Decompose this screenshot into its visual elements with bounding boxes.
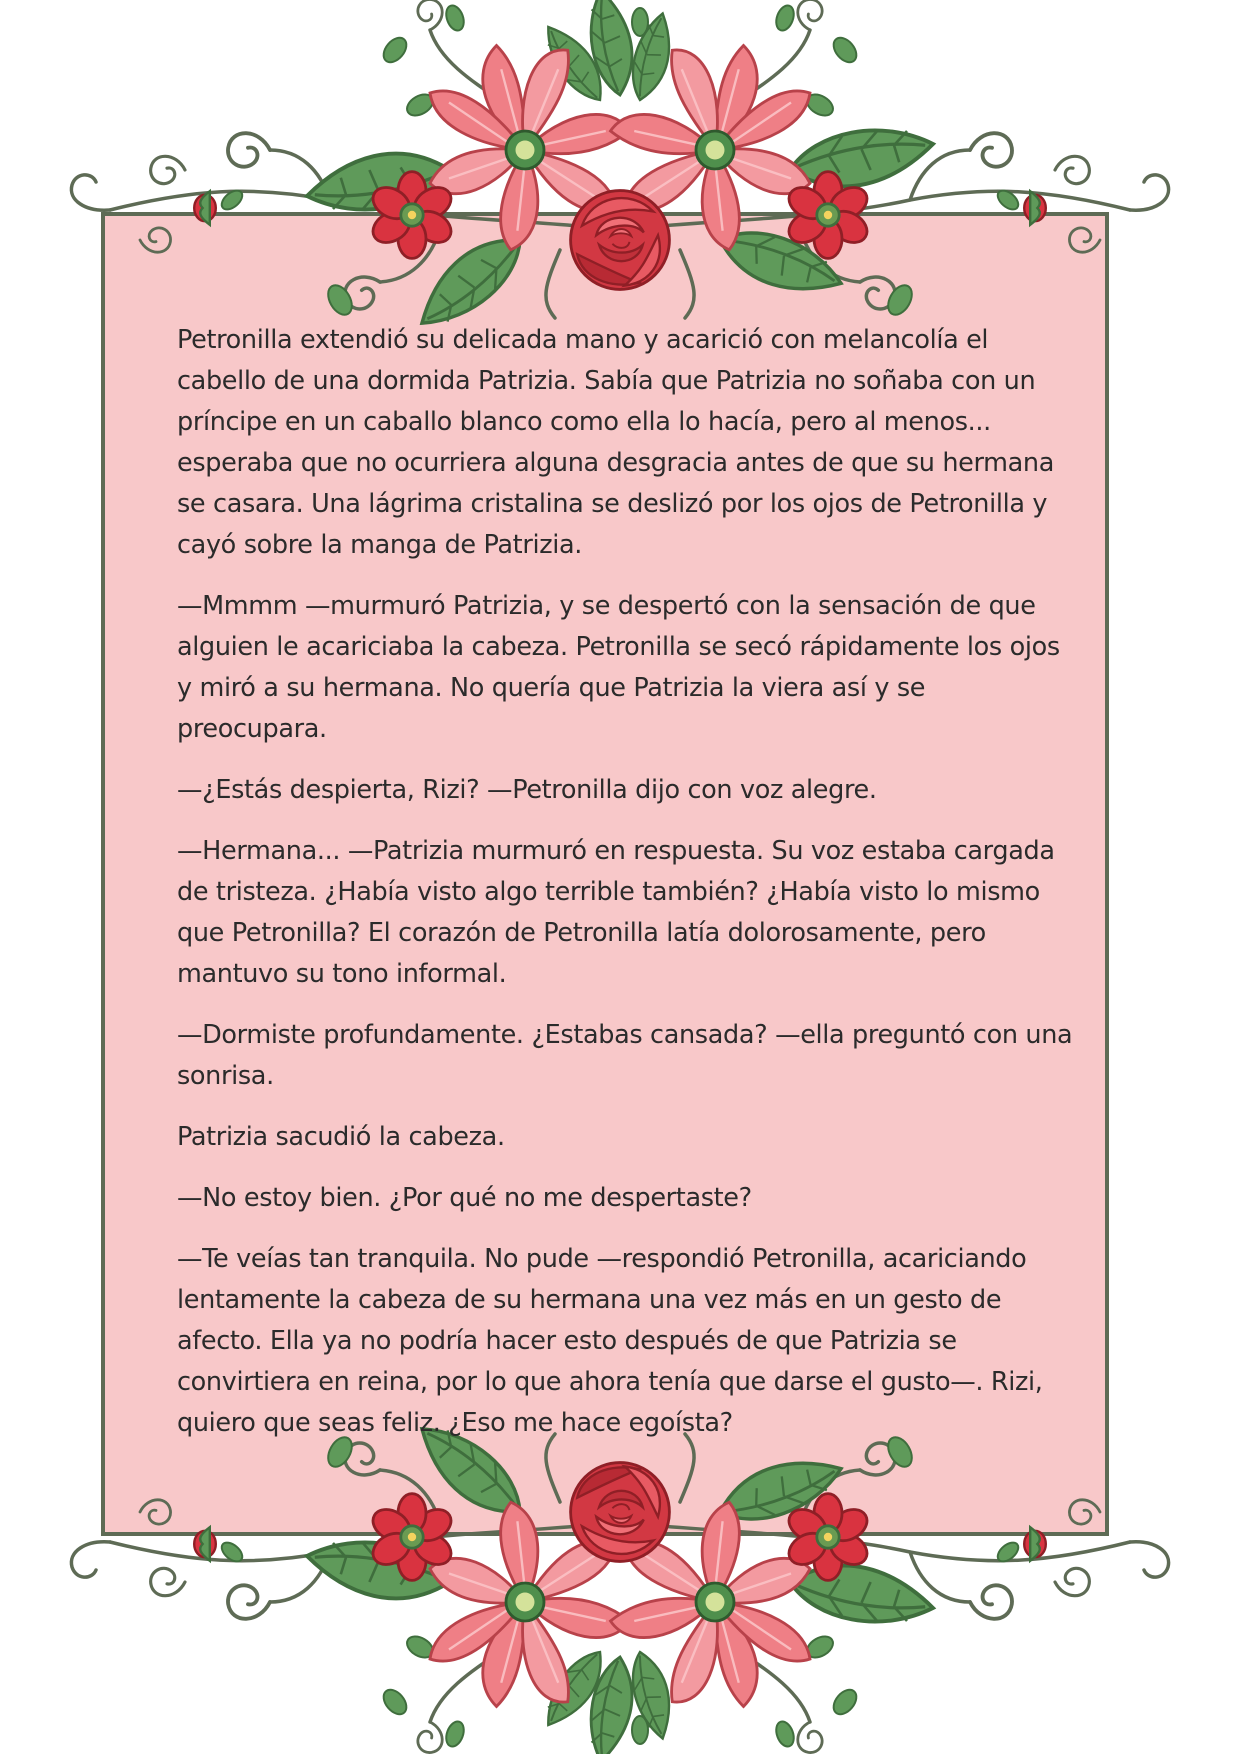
paragraph: —Hermana... —Patrizia murmuró en respuesta. Su voz estaba cargada de tristeza. ¿Había visto algo terrible también? ¿Había visto lo mismo que Petronilla? El corazón de Petronilla latía dolorosamente, pero mantuvo su tono informal. bbox=[177, 836, 1055, 989]
paragraph: Petronilla extendió su delicada mano y acarició con melancolía el cabello de una dormida Patrizia. Sabía que Patrizia no soñaba con un príncipe en un caballo blanco como ella lo hacía, pero al menos... esperaba que no ocurriera alguna desgracia antes de que su hermana se casara. Una lágrima cristalina se deslizó por los ojos de Petronilla y cayó sobre la manga de Patrizia. bbox=[177, 325, 1055, 560]
paragraph: —¿Estás despierta, Rizi? —Petronilla dijo con voz alegre. bbox=[177, 775, 877, 805]
story-text bbox=[177, 320, 1077, 1464]
paragraph: Patrizia sacudió la cabeza. bbox=[177, 1122, 505, 1152]
paragraph: —Mmmm —murmuró Patrizia, y se despertó con la sensación de que alguien le acariciaba la cabeza. Petronilla se secó rápidamente los ojos y miró a su hermana. No quería que Patrizia la viera así y se preocupara. bbox=[177, 591, 1060, 744]
paragraph: —Dormiste profundamente. ¿Estabas cansada? —ella preguntó con una sonrisa. bbox=[177, 1020, 1073, 1091]
paragraph: —Te veías tan tranquila. No pude —respondió Petronilla, acariciando lentamente la cabeza de su hermana una vez más en un gesto de afecto. Ella ya no podría hacer esto después de que Patrizia se convirtiera en reina, por lo que ahora tenía que darse el gusto—. Rizi, quiero que seas feliz. ¿Eso me hace egoísta? bbox=[177, 1244, 1043, 1438]
paragraph: —No estoy bien. ¿Por qué no me despertaste? bbox=[177, 1183, 752, 1213]
